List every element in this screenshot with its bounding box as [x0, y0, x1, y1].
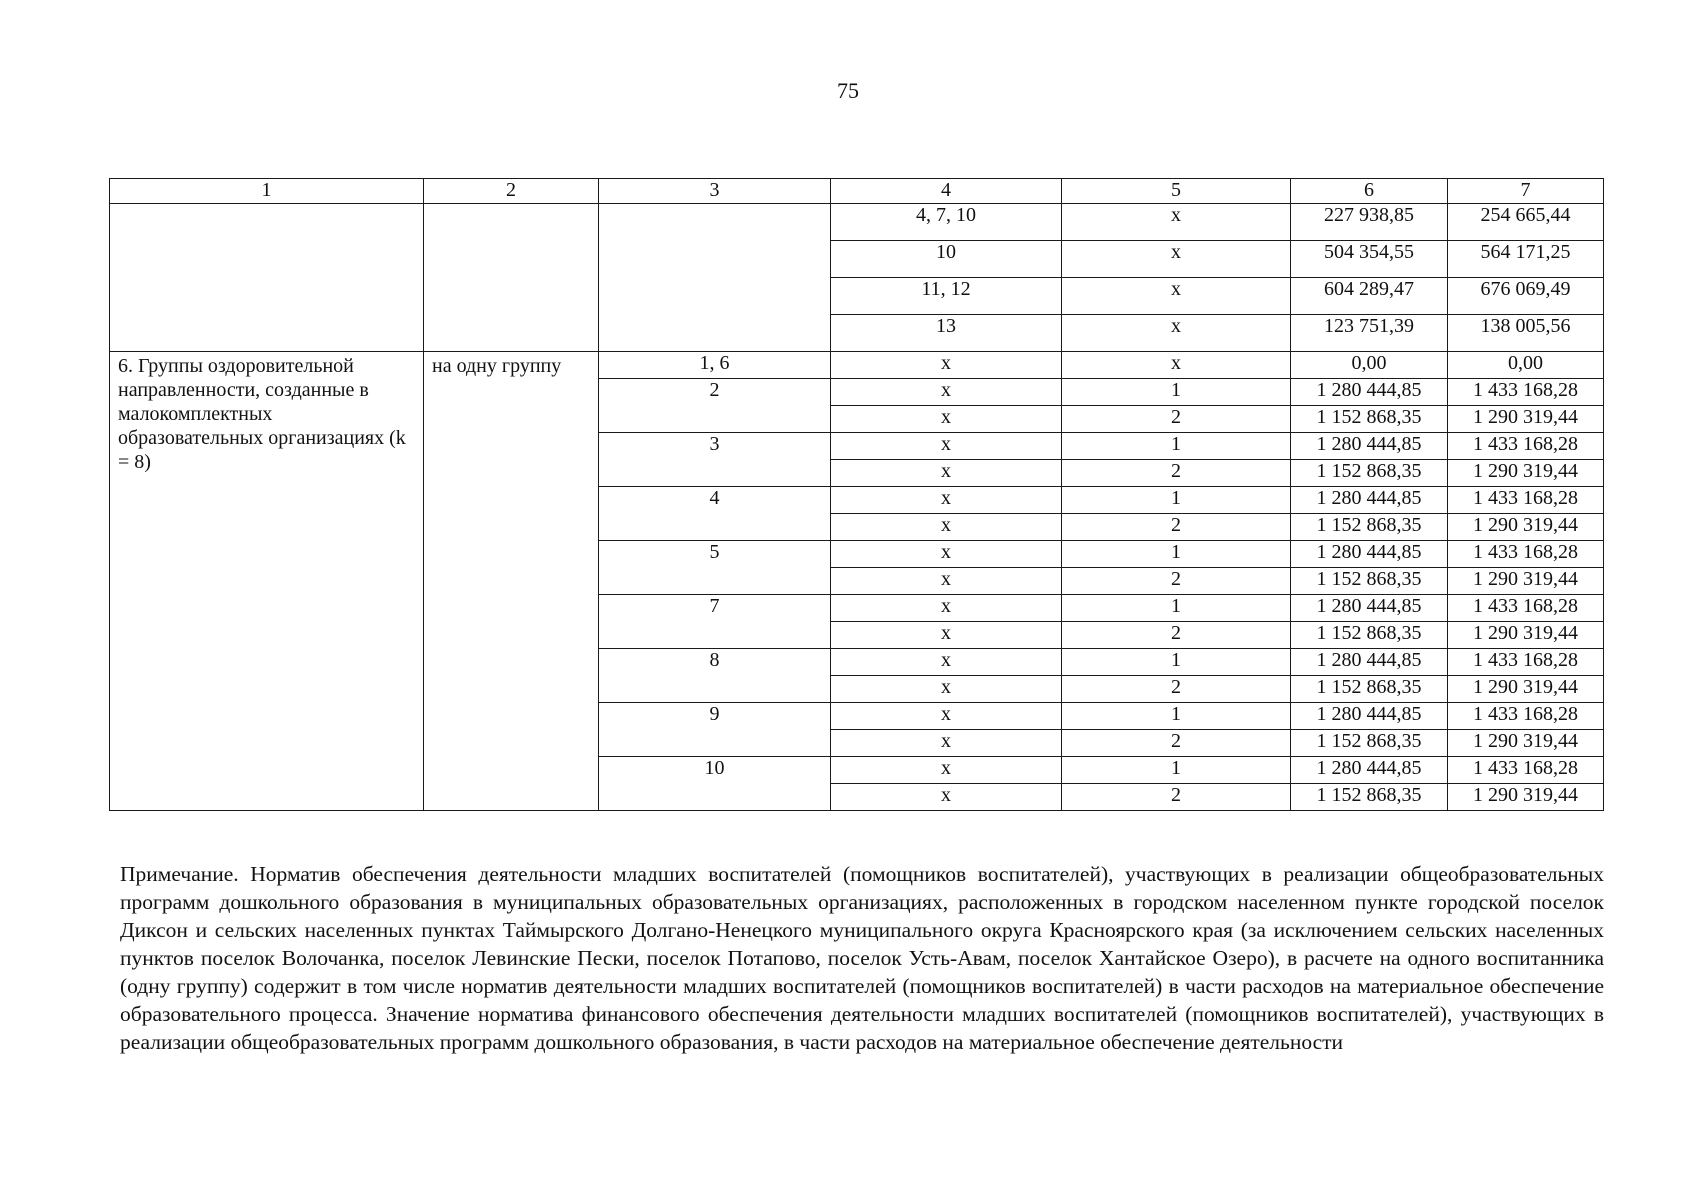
- table-cell: 227 938,85: [1291, 204, 1448, 241]
- table-cell: 123 751,39: [1291, 315, 1448, 352]
- table-cell: 2: [1062, 568, 1291, 595]
- table-cell: x: [1062, 315, 1291, 352]
- table-cell: 2: [1062, 460, 1291, 487]
- header-cell: 1: [110, 179, 424, 204]
- header-cell: 3: [599, 179, 831, 204]
- subgroup-cell: 5: [599, 541, 831, 595]
- table-cell: 2: [1062, 784, 1291, 811]
- table-cell: 2: [1062, 730, 1291, 757]
- table-cell: x: [1062, 352, 1291, 379]
- table-cell: 1 290 319,44: [1448, 676, 1604, 703]
- table-cell: 10: [831, 241, 1062, 278]
- table-cell: 1 433 168,28: [1448, 703, 1604, 730]
- table-cell: x: [831, 757, 1062, 784]
- header-cell: 5: [1062, 179, 1291, 204]
- table-cell: 1 433 168,28: [1448, 379, 1604, 406]
- table-cell: 1 433 168,28: [1448, 487, 1604, 514]
- table-cell: 1 152 868,35: [1291, 784, 1448, 811]
- table-cell: 1: [1062, 595, 1291, 622]
- subgroup-cell: 7: [599, 595, 831, 649]
- table-cell: 1 152 868,35: [1291, 514, 1448, 541]
- table-cell: x: [831, 568, 1062, 595]
- header-cell: 2: [424, 179, 599, 204]
- table-cell: 1 152 868,35: [1291, 406, 1448, 433]
- table-cell: 1 152 868,35: [1291, 676, 1448, 703]
- table-cell: 2: [1062, 514, 1291, 541]
- table-cell: 1 280 444,85: [1291, 649, 1448, 676]
- table-cell: 1: [1062, 703, 1291, 730]
- table-cell: 1 280 444,85: [1291, 487, 1448, 514]
- empty-cell: [424, 204, 599, 352]
- table-cell: 564 171,25: [1448, 241, 1604, 278]
- table-cell: x: [831, 541, 1062, 568]
- table-cell: 1 433 168,28: [1448, 649, 1604, 676]
- table-cell: x: [1062, 278, 1291, 315]
- table-row: [110, 204, 1604, 241]
- header-row: [110, 179, 1604, 204]
- table-cell: x: [831, 784, 1062, 811]
- table-cell: 1 290 319,44: [1448, 406, 1604, 433]
- table-cell: 1 280 444,85: [1291, 541, 1448, 568]
- table-cell: x: [831, 514, 1062, 541]
- table-cell: 0,00: [1291, 352, 1448, 379]
- table-cell: x: [831, 406, 1062, 433]
- table-cell: 1: [1062, 379, 1291, 406]
- table-cell: 1 280 444,85: [1291, 379, 1448, 406]
- table-cell: x: [831, 703, 1062, 730]
- table-cell: 138 005,56: [1448, 315, 1604, 352]
- table-cell: 1 290 319,44: [1448, 784, 1604, 811]
- subgroup-cell: 3: [599, 433, 831, 487]
- table-cell: 676 069,49: [1448, 278, 1604, 315]
- table-cell: 0,00: [1448, 352, 1604, 379]
- header-cell: 6: [1291, 179, 1448, 204]
- table-cell: x: [831, 649, 1062, 676]
- table-cell: 1 433 168,28: [1448, 757, 1604, 784]
- normative-table: [109, 178, 1604, 811]
- table-cell: 1: [1062, 433, 1291, 460]
- table-cell: 1 290 319,44: [1448, 460, 1604, 487]
- table-cell: 1 152 868,35: [1291, 460, 1448, 487]
- table-cell: x: [831, 730, 1062, 757]
- table-cell: x: [831, 379, 1062, 406]
- table-cell: 504 354,55: [1291, 241, 1448, 278]
- table-cell: 1 152 868,35: [1291, 622, 1448, 649]
- subgroup-cell: 8: [599, 649, 831, 703]
- table-cell: 1 280 444,85: [1291, 595, 1448, 622]
- table-cell: 604 289,47: [1291, 278, 1448, 315]
- table-cell: x: [831, 487, 1062, 514]
- subgroup-cell: 2: [599, 379, 831, 433]
- table-cell: x: [831, 622, 1062, 649]
- table-cell: 1 433 168,28: [1448, 433, 1604, 460]
- table-cell: 1 290 319,44: [1448, 730, 1604, 757]
- table-cell: x: [831, 460, 1062, 487]
- group-title-cell: 6. Группы оздоровительной направленности, созданные в малокомплектных образовательных организациях (k = 8): [110, 352, 424, 811]
- table-cell: 1 280 444,85: [1291, 433, 1448, 460]
- table-cell: 1 433 168,28: [1448, 595, 1604, 622]
- table-cell: x: [831, 433, 1062, 460]
- table-cell: 13: [831, 315, 1062, 352]
- table-cell: 1: [1062, 757, 1291, 784]
- empty-cell: [599, 204, 831, 352]
- empty-cell: [110, 204, 424, 352]
- subgroup-cell: 10: [599, 757, 831, 811]
- table-cell: 1 280 444,85: [1291, 703, 1448, 730]
- table-cell: 1 152 868,35: [1291, 568, 1448, 595]
- table-cell: x: [831, 676, 1062, 703]
- table-cell: 1 152 868,35: [1291, 730, 1448, 757]
- note-paragraph: Примечание. Норматив обеспечения деятельности младших воспитателей (помощников воспитателей), участвующих в реализации общеобразовательных программ дошкольного образования в муниципальных образовательных организациях, расположенных в городском населенном пункте городской поселок Диксон и сельских населенных пунктах Таймырского Долгано-Ненецкого муниципального округа Красноярского края (за исключением сельских населенных пунктов поселок Волочанка, поселок Левинские Пески, поселок Потапово, поселок Усть-Авам, поселок Хантайское Озеро), в расчете на одного воспитанника (одну группу) содержит в том числе норматив деятельности младших воспитателей (помощников воспитателей) в части расходов на материальное обеспечение образовательного процесса. Значение норматива финансового обеспечения деятельности младших воспитателей (помощников воспитателей), участвующих в реализации общеобразовательных программ дошкольного образования, в части расходов на материальное обеспечение деятельности: [120, 862, 1604, 1054]
- table-cell: 1 290 319,44: [1448, 622, 1604, 649]
- table-cell: x: [831, 352, 1062, 379]
- subgroup-cell: 9: [599, 703, 831, 757]
- table-cell: x: [1062, 204, 1291, 241]
- table-cell: 254 665,44: [1448, 204, 1604, 241]
- table-cell: 1 280 444,85: [1291, 757, 1448, 784]
- table-cell: 1: [1062, 541, 1291, 568]
- table-cell: 1 290 319,44: [1448, 514, 1604, 541]
- table-cell: 4, 7, 10: [831, 204, 1062, 241]
- header-cell: 4: [831, 179, 1062, 204]
- table-cell: 1: [1062, 487, 1291, 514]
- subgroup-cell: 4: [599, 487, 831, 541]
- page-number: 75: [837, 78, 859, 103]
- group-unit-cell: на одну группу: [424, 352, 599, 811]
- table-row: [110, 352, 1604, 379]
- table-cell: 1: [1062, 649, 1291, 676]
- table-cell: 2: [1062, 676, 1291, 703]
- table-cell: 2: [1062, 406, 1291, 433]
- table-cell: 1, 6: [599, 352, 831, 379]
- table-cell: 11, 12: [831, 278, 1062, 315]
- table-cell: 1 433 168,28: [1448, 541, 1604, 568]
- header-cell: 7: [1448, 179, 1604, 204]
- table-cell: 2: [1062, 622, 1291, 649]
- table-cell: 1 290 319,44: [1448, 568, 1604, 595]
- table-cell: x: [831, 595, 1062, 622]
- table-cell: x: [1062, 241, 1291, 278]
